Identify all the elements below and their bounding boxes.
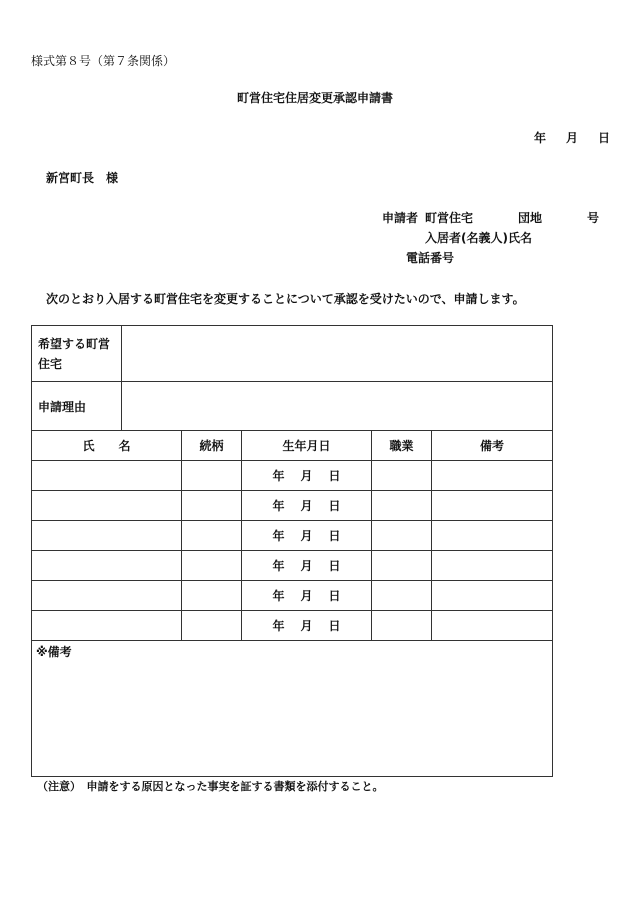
member-birthdate-cell[interactable] [242, 491, 372, 521]
birthdate-year: 年 [272, 559, 285, 573]
table-row [32, 551, 553, 581]
birthdate-day: 日 [328, 499, 341, 513]
birthdate-day: 日 [328, 559, 341, 573]
col-occupation: 職業 [372, 431, 432, 461]
date-month: 月 [566, 131, 579, 145]
member-occupation-cell[interactable] [372, 581, 432, 611]
member-name-cell[interactable] [32, 611, 182, 641]
col-birthdate: 生年月日 [242, 431, 372, 461]
document-title: 町営住宅住居変更承認申請書 [236, 91, 393, 105]
block-label: 団地 [518, 211, 543, 225]
remarks-field[interactable] [32, 641, 553, 777]
birthdate-month: 月 [300, 559, 313, 573]
date-year: 年 [534, 131, 547, 145]
table-row [32, 611, 553, 641]
member-occupation-cell[interactable] [372, 551, 432, 581]
table-row [32, 581, 553, 611]
remarks-label: ※備考 [36, 645, 72, 659]
note: （注意） 申請をする原因となった事実を証する書類を添付すること。 [37, 780, 384, 793]
reason-label: 申請理由 [32, 382, 122, 431]
addressee: 新宮町長 様 [46, 171, 119, 185]
birthdate-year: 年 [272, 499, 285, 513]
member-birthdate-cell[interactable] [242, 551, 372, 581]
member-relationship-cell[interactable] [182, 581, 242, 611]
desired-housing-row [32, 326, 553, 382]
member-occupation-cell[interactable] [372, 461, 432, 491]
member-name-cell[interactable] [32, 491, 182, 521]
member-relationship-cell[interactable] [182, 611, 242, 641]
member-notes-cell[interactable] [432, 611, 553, 641]
birthdate-year: 年 [272, 589, 285, 603]
member-notes-cell[interactable] [432, 581, 553, 611]
member-occupation-cell[interactable] [372, 611, 432, 641]
phone-label: 電話番号 [406, 251, 455, 265]
member-notes-cell[interactable] [432, 551, 553, 581]
birthdate-month: 月 [300, 589, 313, 603]
member-name-cell[interactable] [32, 521, 182, 551]
col-relationship: 続柄 [182, 431, 242, 461]
col-notes: 備考 [432, 431, 553, 461]
table-row [32, 491, 553, 521]
table-header-row [32, 431, 553, 461]
member-notes-cell[interactable] [432, 461, 553, 491]
housing-label: 町営住宅 [425, 211, 474, 225]
birthdate-month: 月 [300, 619, 313, 633]
birthdate-month: 月 [300, 469, 313, 483]
birthdate-day: 日 [328, 529, 341, 543]
birthdate-year: 年 [272, 469, 285, 483]
remarks-row [32, 641, 553, 777]
reason-field[interactable] [122, 382, 553, 431]
member-relationship-cell[interactable] [182, 551, 242, 581]
birthdate-day: 日 [328, 469, 341, 483]
table-row [32, 521, 553, 551]
member-birthdate-cell[interactable] [242, 581, 372, 611]
member-name-cell[interactable] [32, 581, 182, 611]
desired-housing-label: 希望する町営 住宅 [32, 326, 122, 382]
birthdate-year: 年 [272, 619, 285, 633]
member-occupation-cell[interactable] [372, 491, 432, 521]
member-occupation-cell[interactable] [372, 521, 432, 551]
member-notes-cell[interactable] [432, 491, 553, 521]
desired-housing-field[interactable] [122, 326, 553, 382]
reason-row [32, 382, 553, 431]
number-label: 号 [587, 211, 600, 225]
birthdate-day: 日 [328, 619, 341, 633]
resident-name-label: 入居者(名義人)氏名 [425, 231, 532, 245]
member-birthdate-cell[interactable] [242, 611, 372, 641]
col-name: 氏 名 [32, 431, 182, 461]
member-name-cell[interactable] [32, 551, 182, 581]
form-number: 様式第８号（第７条関係） [31, 54, 176, 68]
table-row [32, 461, 553, 491]
member-birthdate-cell[interactable] [242, 461, 372, 491]
birthdate-month: 月 [300, 529, 313, 543]
application-table [31, 325, 553, 777]
birthdate-year: 年 [272, 529, 285, 543]
application-statement: 次のとおり入居する町営住宅を変更することについて承認を受けたいので、申請します。 [46, 292, 525, 306]
member-relationship-cell[interactable] [182, 491, 242, 521]
member-notes-cell[interactable] [432, 521, 553, 551]
birthdate-month: 月 [300, 499, 313, 513]
submission-date [534, 129, 610, 146]
member-relationship-cell[interactable] [182, 461, 242, 491]
member-relationship-cell[interactable] [182, 521, 242, 551]
member-name-cell[interactable] [32, 461, 182, 491]
date-day: 日 [598, 131, 611, 145]
birthdate-day: 日 [328, 589, 341, 603]
applicant-label: 申請者 [382, 211, 419, 225]
member-birthdate-cell[interactable] [242, 521, 372, 551]
